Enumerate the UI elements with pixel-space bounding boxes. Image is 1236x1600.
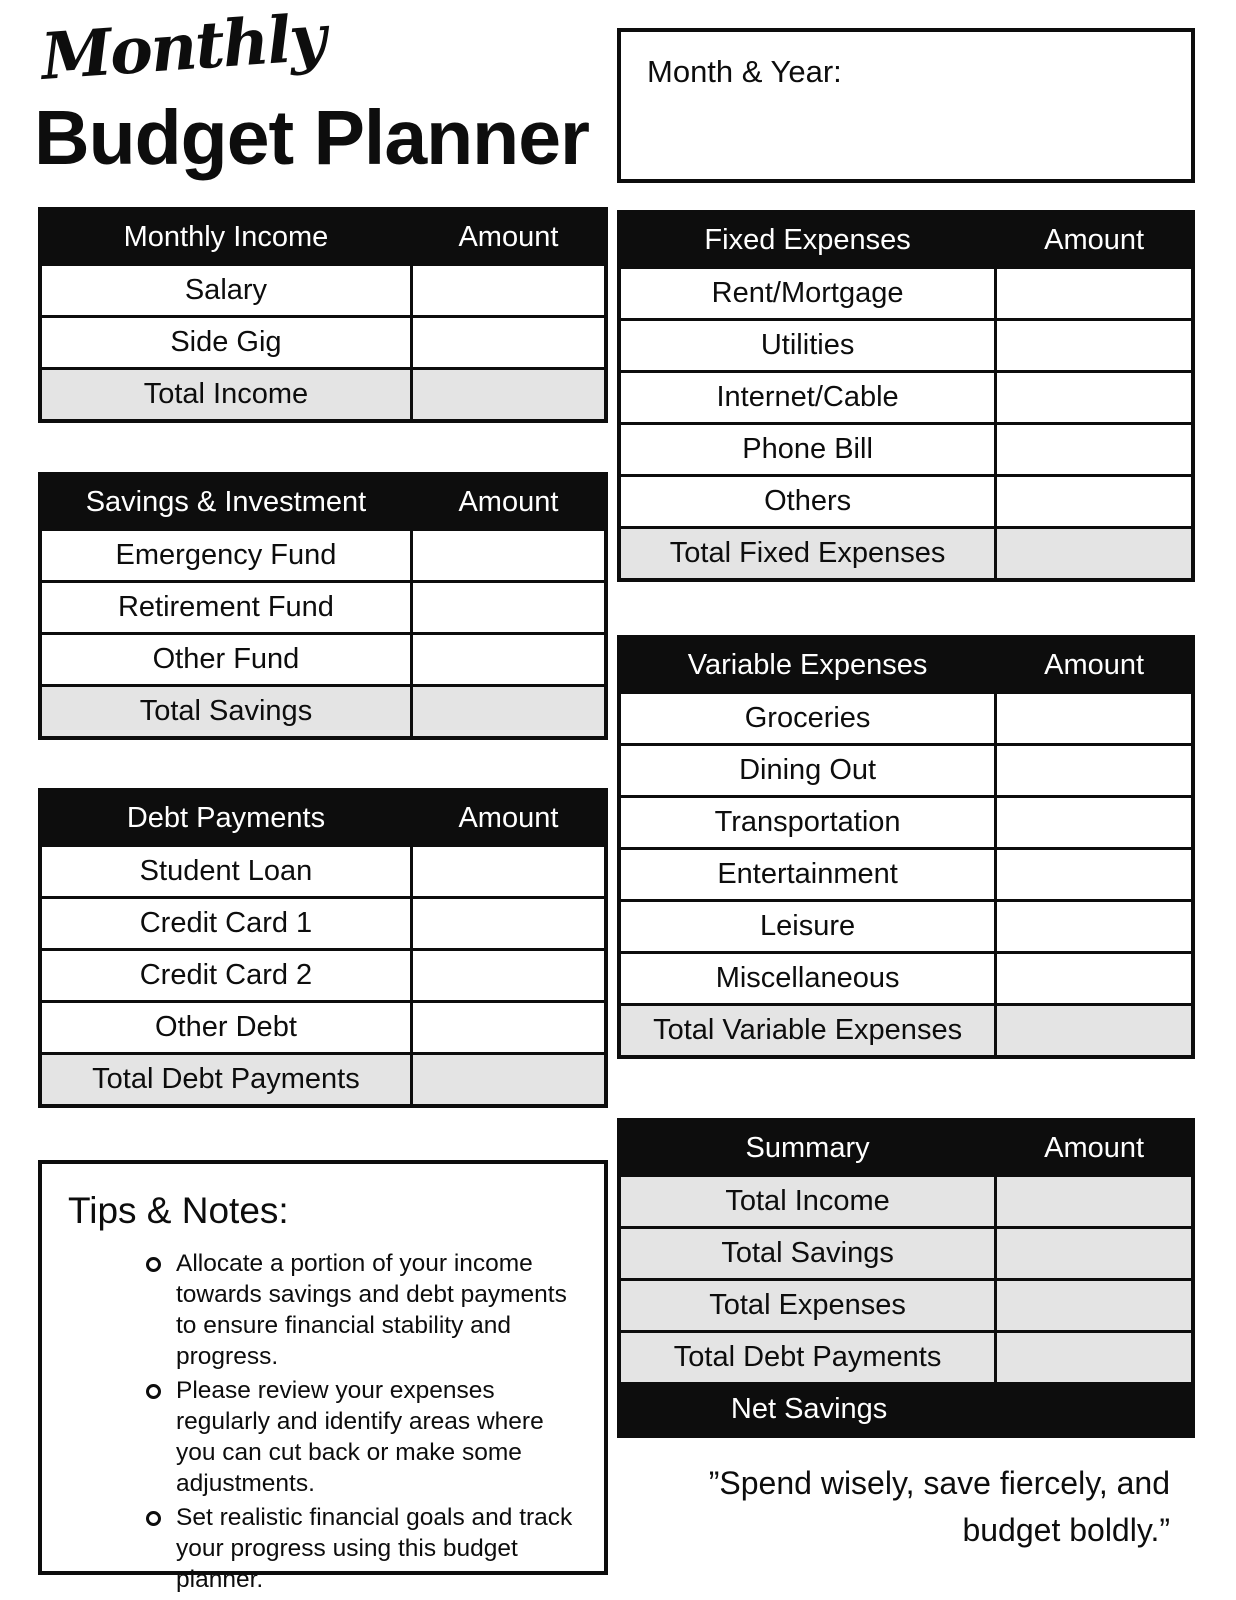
row-label: Student Loan bbox=[42, 847, 413, 896]
amount-cell[interactable] bbox=[413, 899, 604, 948]
amount-cell[interactable] bbox=[997, 425, 1191, 474]
table-title: Variable Expenses bbox=[621, 639, 997, 691]
table-row bbox=[621, 1278, 1191, 1330]
row-label: Rent/Mortgage bbox=[621, 269, 997, 318]
amount-cell[interactable] bbox=[997, 1229, 1191, 1278]
row-label: Miscellaneous bbox=[621, 954, 997, 1003]
table-row bbox=[42, 315, 604, 367]
table-row bbox=[621, 474, 1191, 526]
table-title: Debt Payments bbox=[42, 792, 413, 844]
row-label: Net Savings bbox=[730, 1393, 888, 1425]
table-row bbox=[621, 370, 1191, 422]
row-label: Leisure bbox=[621, 902, 997, 951]
tips-list bbox=[146, 1248, 584, 1595]
table-row bbox=[621, 691, 1191, 743]
amount-cell[interactable] bbox=[997, 1333, 1191, 1382]
tip-item bbox=[146, 1248, 584, 1372]
summary-table bbox=[617, 1118, 1195, 1438]
amount-cell[interactable] bbox=[997, 902, 1191, 951]
tips-heading: Tips & Notes: bbox=[68, 1190, 289, 1231]
table-row bbox=[621, 422, 1191, 474]
row-label: Others bbox=[621, 477, 997, 526]
title-script-monthly: Monthly bbox=[38, 0, 327, 96]
total-row bbox=[42, 1052, 604, 1104]
table-row bbox=[621, 795, 1191, 847]
tip-text: Allocate a portion of your income towards savings and debt payments to ensure financial stability and progress. bbox=[176, 1250, 567, 1370]
amount-cell[interactable] bbox=[997, 694, 1191, 743]
amount-cell[interactable] bbox=[413, 635, 604, 684]
table-header bbox=[42, 792, 604, 844]
total-row bbox=[42, 367, 604, 419]
amount-cell[interactable] bbox=[997, 321, 1191, 370]
total-row bbox=[621, 1003, 1191, 1055]
variable-expenses-table bbox=[617, 635, 1195, 1059]
table-row bbox=[42, 896, 604, 948]
circle-bullet-icon bbox=[146, 1384, 161, 1399]
row-label: Total Savings bbox=[42, 687, 413, 736]
month-year-box bbox=[617, 28, 1195, 183]
amount-cell[interactable] bbox=[997, 1006, 1191, 1055]
table-row bbox=[621, 951, 1191, 1003]
amount-cell[interactable] bbox=[997, 373, 1191, 422]
circle-bullet-icon bbox=[146, 1257, 161, 1272]
row-label: Total Income bbox=[42, 370, 413, 419]
monthly-income-table bbox=[38, 207, 608, 423]
row-label: Total Savings bbox=[621, 1229, 997, 1278]
table-row bbox=[621, 847, 1191, 899]
row-label: Internet/Cable bbox=[621, 373, 997, 422]
amount-cell[interactable] bbox=[413, 951, 604, 1000]
tips-notes-box bbox=[38, 1160, 608, 1593]
table-row bbox=[621, 1174, 1191, 1226]
amount-cell[interactable] bbox=[413, 1055, 604, 1104]
row-label: Emergency Fund bbox=[42, 531, 413, 580]
net-savings-row bbox=[621, 1382, 1191, 1434]
fixed-expenses-table bbox=[617, 210, 1195, 582]
table-title: Savings & Investment bbox=[42, 476, 413, 528]
debt-payments-table bbox=[38, 788, 608, 1108]
page-title: Budget Planner bbox=[34, 95, 590, 181]
amount-cell[interactable] bbox=[997, 798, 1191, 847]
table-row bbox=[42, 528, 604, 580]
amount-cell[interactable] bbox=[997, 850, 1191, 899]
row-label: Total Fixed Expenses bbox=[621, 529, 997, 578]
month-year-input-area[interactable] bbox=[627, 96, 1185, 173]
amount-cell[interactable] bbox=[997, 1385, 1191, 1434]
table-row bbox=[42, 580, 604, 632]
table-header bbox=[42, 476, 604, 528]
row-label: Utilities bbox=[621, 321, 997, 370]
table-row bbox=[42, 632, 604, 684]
table-row bbox=[621, 318, 1191, 370]
amount-cell[interactable] bbox=[413, 687, 604, 736]
quote-line: budget boldly.” bbox=[962, 1512, 1170, 1548]
amount-cell[interactable] bbox=[413, 531, 604, 580]
amount-header: Amount bbox=[458, 485, 559, 518]
amount-cell[interactable] bbox=[413, 370, 604, 419]
amount-cell[interactable] bbox=[413, 583, 604, 632]
amount-header: Amount bbox=[1044, 1131, 1145, 1164]
table-title: Fixed Expenses bbox=[621, 214, 997, 266]
table-row bbox=[42, 1000, 604, 1052]
amount-cell[interactable] bbox=[997, 269, 1191, 318]
table-row bbox=[621, 1226, 1191, 1278]
amount-cell[interactable] bbox=[997, 477, 1191, 526]
row-label: Other Fund bbox=[42, 635, 413, 684]
table-header bbox=[42, 211, 604, 263]
row-label: Credit Card 2 bbox=[42, 951, 413, 1000]
quote bbox=[600, 1460, 1170, 1554]
tip-text: Please review your expenses regularly and identify areas where you can cut back or make some adjustments. bbox=[176, 1377, 544, 1497]
row-label: Salary bbox=[42, 266, 413, 315]
row-label: Groceries bbox=[621, 694, 997, 743]
amount-cell[interactable] bbox=[413, 847, 604, 896]
amount-cell[interactable] bbox=[413, 318, 604, 367]
amount-header: Amount bbox=[458, 801, 559, 834]
tip-text: Set realistic financial goals and track your progress using this budget planner. bbox=[176, 1504, 573, 1593]
row-label: Retirement Fund bbox=[42, 583, 413, 632]
row-label: Total Income bbox=[621, 1177, 997, 1226]
table-title: Summary bbox=[621, 1122, 997, 1174]
row-label: Total Variable Expenses bbox=[621, 1006, 997, 1055]
amount-cell[interactable] bbox=[997, 1177, 1191, 1226]
table-row bbox=[621, 899, 1191, 951]
table-row bbox=[42, 263, 604, 315]
circle-bullet-icon bbox=[146, 1511, 161, 1526]
savings-investment-table bbox=[38, 472, 608, 740]
amount-cell[interactable] bbox=[413, 266, 604, 315]
row-label: Total Debt Payments bbox=[621, 1333, 997, 1382]
table-header bbox=[621, 214, 1191, 266]
month-year-label: Month & Year: bbox=[647, 54, 842, 89]
amount-cell[interactable] bbox=[997, 529, 1191, 578]
table-row bbox=[42, 844, 604, 896]
table-title: Monthly Income bbox=[42, 211, 413, 263]
row-label: Side Gig bbox=[42, 318, 413, 367]
row-label: Transportation bbox=[621, 798, 997, 847]
row-label: Dining Out bbox=[621, 746, 997, 795]
total-row bbox=[621, 526, 1191, 578]
row-label: Total Expenses bbox=[621, 1281, 997, 1330]
table-header bbox=[621, 1122, 1191, 1174]
table-header bbox=[621, 639, 1191, 691]
table-row bbox=[621, 1330, 1191, 1382]
row-label: Total Debt Payments bbox=[42, 1055, 413, 1104]
amount-cell[interactable] bbox=[997, 1281, 1191, 1330]
amount-cell[interactable] bbox=[997, 746, 1191, 795]
table-row bbox=[621, 743, 1191, 795]
row-label: Other Debt bbox=[42, 1003, 413, 1052]
row-label: Entertainment bbox=[621, 850, 997, 899]
tip-item bbox=[146, 1375, 584, 1499]
tip-item bbox=[146, 1502, 584, 1595]
total-row bbox=[42, 684, 604, 736]
amount-header: Amount bbox=[458, 220, 559, 253]
amount-header: Amount bbox=[1044, 648, 1145, 681]
row-label: Phone Bill bbox=[621, 425, 997, 474]
amount-cell[interactable] bbox=[413, 1003, 604, 1052]
amount-header: Amount bbox=[1044, 223, 1145, 256]
quote-line: ”Spend wisely, save fiercely, and bbox=[708, 1465, 1170, 1501]
table-row bbox=[621, 266, 1191, 318]
row-label: Credit Card 1 bbox=[42, 899, 413, 948]
table-row bbox=[42, 948, 604, 1000]
amount-cell[interactable] bbox=[997, 954, 1191, 1003]
